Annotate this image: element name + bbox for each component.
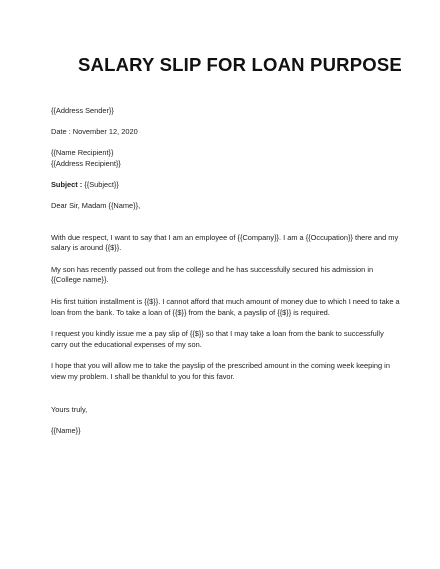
paragraph-employment: With due respect, I want to say that I am an employee of {{Company}}. I am a {{Occupation}} there and my salary is around {{$}}. [51,232,399,253]
closing: Yours truly, [51,404,88,414]
letter-body [51,106,401,436]
paragraph-request: I request you kindly issue me a pay slip of {{$}} so that I may take a loan from the bank to successfully carry out the educational expenses of my son. [51,329,384,349]
subject-value: {{Subject}} [84,179,119,189]
name-recipient: {{Name Recipient}} [51,148,114,158]
subject-line [51,180,401,191]
paragraph-hope: I hope that you will allow me to take the payslip of the prescribed amount in the coming week keeping in view my problem. I shall be thankful to you for this favor. [51,361,390,381]
address-sender: {{Address Sender}} [51,106,114,115]
signature: {{Name}} [51,425,81,435]
paragraph-son-admission: My son has recently passed out from the college and he has successfully secured his admission in {{College name}}. [51,264,374,285]
subject-label: Subject : [51,179,83,189]
paragraph-tuition: His first tuition installment is {{$}}. I cannot afford that much amount of money due to which I need to take a loan from the bank. To take a loan of {{$}} from the bank, a payslip of {{$}} is required. [51,296,400,317]
date-label: Date : [51,127,71,137]
date-line [51,127,401,138]
date-value: November 12, 2020 [72,127,138,137]
document-title: SALARY SLIP FOR LOAN PURPOSE [78,54,402,75]
salutation: Dear Sir, Madam {{Name}}, [51,200,141,210]
address-recipient: {{Address Recipient}} [51,158,121,168]
